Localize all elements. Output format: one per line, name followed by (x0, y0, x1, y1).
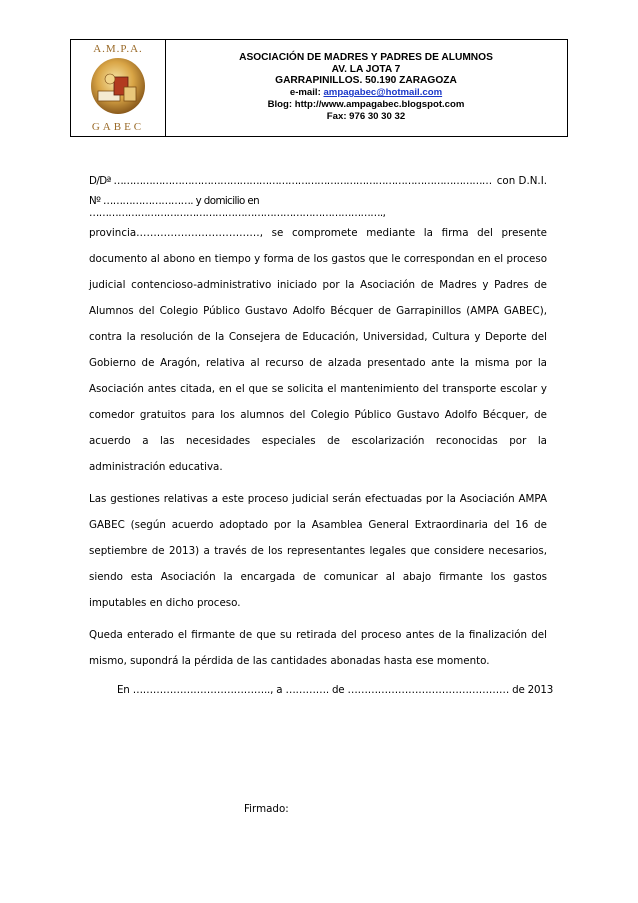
paragraph-withdrawal: Queda enterado el firmante de que su retirada del proceso antes de la finalización del mismo, supondrá la pérdida de las cantidades abonadas hasta ese momento. (89, 629, 547, 667)
signature-label: Firmado: (244, 803, 289, 815)
paragraph-commitment: provincia………………………………, se compromete mediante la firma del presente documento al abono en tiempo y forma de los gastos que le correspondan en el proceso judicial contencioso-administrativo iniciado por la Asociación de Madres y Padres de Alumnos del Colegio Público Gustavo Adolfo Bécquer de Garrapinillos (AMPA GABEC), contra la resolución de la Consejera de Educación, Universidad, Cultura y Deporte del Gobierno de Aragón, relativa al recurso de alzada presentado ante la misma por la Asociación antes citada, en el que se solicita el mantenimiento del transporte escolar y comedor gratuitos para los alumnos del Colegio Público Gustavo Adolfo Bécquer, de acuerdo a las necesidades especiales de escolarización reconocidas por la administración educativa. (89, 227, 547, 473)
dni-address-line (89, 194, 547, 220)
paragraph-procedures: Las gestiones relativas a este proceso judicial serán efectuadas por la Asociación AMPA GABEC (según acuerdo adoptado por la Asamblea General Extraordinaria del 16 de septiembre de 2013) a través de los representantes legales que considere necesarios, siendo esta Asociación la encargada de comunicar al abajo firmante los gastos imputables en dicho proceso. (89, 493, 547, 609)
document-body (89, 168, 547, 674)
org-blog: Blog: http://www.ampagabec.blogspot.com (267, 98, 465, 110)
org-address: AV. LA JOTA 7 (331, 63, 401, 75)
dni-label: con D.N.I. (496, 175, 547, 187)
org-name: ASOCIACIÓN DE MADRES Y PADRES DE ALUMNOS (239, 52, 493, 63)
org-email-line (165, 87, 567, 99)
logo-emblem-icon (90, 57, 146, 115)
place-date-line: En ………………………………….., a …………. de ………………………………………… de 2013 (117, 684, 554, 696)
letterhead (70, 39, 568, 137)
name-blank: D/Dª ……………………………………………………………………………………………………… (89, 175, 492, 187)
organization-info (165, 52, 567, 122)
logo-bottom-text: GABEC (91, 121, 145, 133)
name-line (89, 168, 547, 194)
email-link[interactable]: ampagabec@hotmail.com (323, 87, 443, 99)
org-city: GARRAPINILLOS. 50.190 ZARAGOZA (275, 75, 457, 87)
logo-top-text: A.M.P.A. (93, 43, 143, 55)
email-label: e-mail: (289, 87, 324, 99)
org-fax: Fax: 976 30 30 32 (326, 110, 406, 122)
ampa-logo (71, 40, 166, 136)
dni-address-blank: Nº ………………………. y domicilio en ………………………………………………………………………………., (89, 195, 386, 219)
